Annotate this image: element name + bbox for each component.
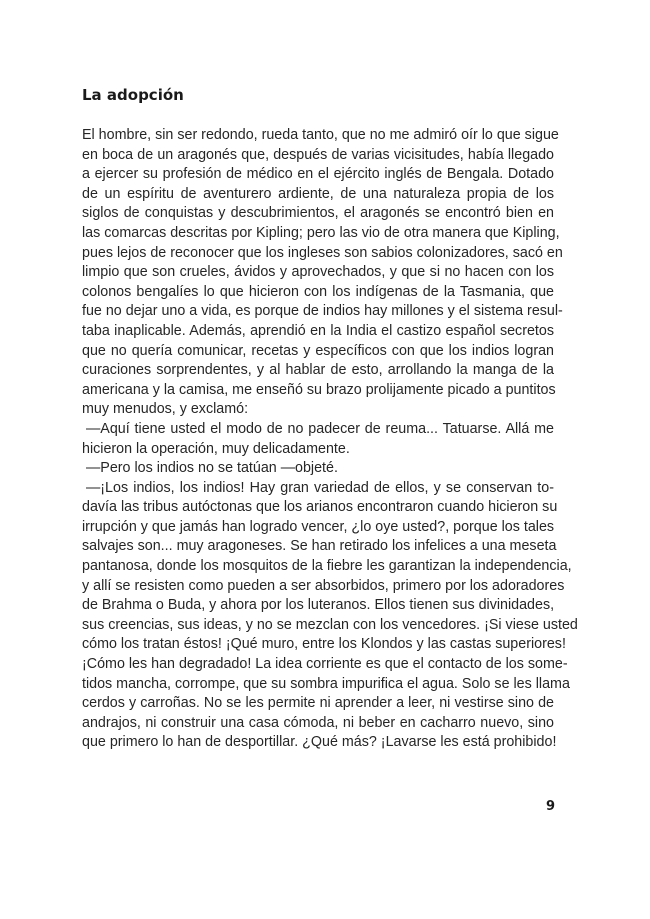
text-line: taba inaplicable. Además, aprendió en la India el castizo español secretos xyxy=(82,322,554,339)
text-line: davía las tribus autóctonas que los arianos encontraron cuando hicieron su xyxy=(82,499,558,516)
text-line: irrupción y que jamás han logrado vencer, ¿lo oye usted?, porque los tales xyxy=(82,518,555,535)
text-line: que primero lo han de desportillar. ¿Qué más? ¡Lavarse les está prohibido! xyxy=(82,734,557,751)
dialogue-line: —Aquí tiene usted el modo de no padecer de reuma... Tatuarse. Allá me xyxy=(86,420,554,437)
text-line: sus creencias, sus ideas, y no se mezclan con los vencedores. ¡Si viese usted xyxy=(82,616,578,633)
text-line: tidos mancha, corrompe, que su sombra impurifica el agua. Solo se les llama xyxy=(82,675,570,692)
text-line: que no quería comunicar, recetas y específicos con que los indios logran xyxy=(82,342,554,359)
text-line: las comarcas descritas por Kipling; pero las vio de otra manera que Kipling, xyxy=(82,224,560,241)
text-line: cerdos y carroñas. No se les permite ni aprender a leer, ni vestirse sino de xyxy=(82,695,554,712)
text-line: curaciones sorprendentes, y al hablar de esto, arrollando la manga de la xyxy=(82,362,554,379)
text-line: salvajes son... muy aragoneses. Se han retirado los infelices a una meseta xyxy=(82,538,557,555)
text-line: ¡Cómo les han degradado! La idea corriente es que el contacto de los some- xyxy=(82,656,568,673)
text-line: siglos de conquistas y descubrimientos, el aragonés se encontró bien en xyxy=(82,205,554,222)
text-line: de un espíritu de aventurero ardiente, de una naturaleza propia de los xyxy=(82,185,554,202)
dialogue-line: —Pero los indios no se tatúan —objeté. xyxy=(86,460,338,477)
body-text xyxy=(82,126,578,753)
text-line: limpio que son crueles, ávidos y aprovechados, y que si no hacen con los xyxy=(82,264,554,281)
text-line: andrajos, ni construir una casa cómoda, ni beber en cacharro nuevo, sino xyxy=(82,714,554,731)
text-line: muy menudos, y exclamó: xyxy=(82,401,249,418)
text-line: El hombre, sin ser redondo, rueda tanto, que no me admiró oír lo que sigue xyxy=(82,127,559,143)
text-line: hicieron la operación, muy delicadamente. xyxy=(82,440,350,457)
text-line: pantanosa, donde los mosquitos de la fiebre les garantizan la independencia, xyxy=(82,558,572,575)
section-heading: La adopción xyxy=(82,86,184,104)
text-line: cómo los tratan éstos! ¡Qué muro, entre los Klondos y las castas superiores! xyxy=(82,636,566,653)
text-line: a ejercer su profesión de médico en el ejército inglés de Bengala. Dotado xyxy=(82,166,554,183)
text-line: americana y la camisa, me enseñó su brazo prolijamente picado a puntitos xyxy=(82,381,556,398)
text-line: en boca de un aragonés que, después de varias vicisitudes, había llegado xyxy=(82,146,554,163)
text-line: fue no dejar uno a vida, es porque de indios hay millones y el sistema resul- xyxy=(82,303,563,320)
text-line: colonos bengalíes lo que hicieron con los indígenas de la Tasmania, que xyxy=(82,283,554,300)
text-line: pues lejos de reconocer que los ingleses son sabios colonizadores, sacó en xyxy=(82,244,563,261)
page-number: 9 xyxy=(545,799,555,814)
text-line: y allí se resisten como pueden a ser absorbidos, primero por los adoradores xyxy=(82,577,565,594)
dialogue-line: —¡Los indios, los indios! Hay gran variedad de ellos, y se conservan to- xyxy=(86,479,554,496)
text-line: de Brahma o Buda, y ahora por los luteranos. Ellos tienen sus divinidades, xyxy=(82,597,555,614)
